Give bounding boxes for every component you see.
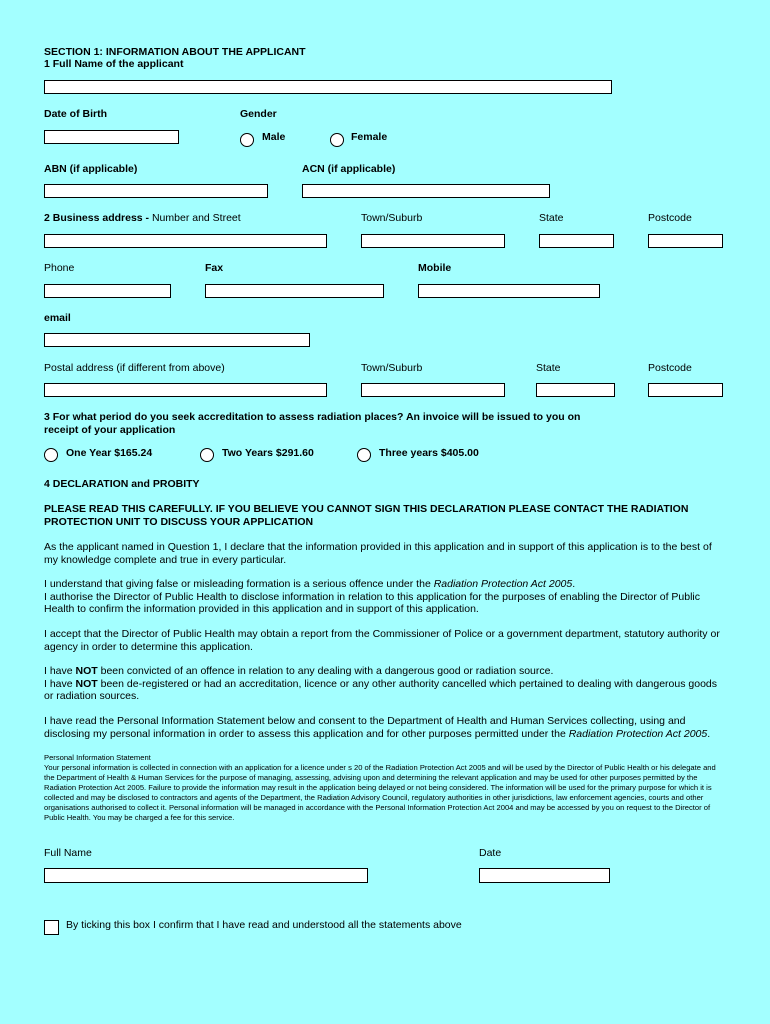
postal-state-field[interactable]	[536, 383, 615, 397]
full-name-field[interactable]	[44, 80, 612, 94]
business-address-label: 2 Business address - Number and Street	[44, 212, 241, 224]
gender-male-radio[interactable]	[240, 133, 254, 147]
street-field[interactable]	[44, 234, 327, 248]
declaration-warning-line2: PROTECTION UNIT TO DISCUSS YOUR APPLICATION	[44, 516, 314, 528]
declaration-paragraph-5: I have read the Personal Information Statement below and consent to the Department of Health and Human Services collecting, using and disclosing my personal information in order to assess this application and for other purposes permitted under the Radiation Protection Act 2005.	[44, 715, 711, 740]
declaration-date-field[interactable]	[479, 868, 610, 883]
postal-postcode-field[interactable]	[648, 383, 723, 397]
email-field[interactable]	[44, 333, 310, 347]
phone-label: Phone	[44, 262, 75, 274]
postal-postcode-label: Postcode	[648, 362, 692, 374]
postal-town-field[interactable]	[361, 383, 505, 397]
dob-label: Date of Birth	[44, 108, 107, 120]
town-field[interactable]	[361, 234, 505, 248]
period-question-line2: receipt of your application	[44, 424, 176, 436]
postal-street-field[interactable]	[44, 383, 327, 397]
phone-field[interactable]	[44, 284, 171, 298]
mobile-label: Mobile	[418, 262, 452, 274]
acn-field[interactable]	[302, 184, 550, 198]
state-field[interactable]	[539, 234, 614, 248]
gender-female-label: Female	[351, 131, 388, 143]
declaration-paragraph-3: I accept that the Director of Public Health may obtain a report from the Commissioner of Police or a government department, statutory authority or agency in order to determine this application.	[44, 628, 720, 653]
period-two-years-radio[interactable]	[200, 448, 214, 462]
dob-field[interactable]	[44, 130, 179, 144]
period-three-years-radio[interactable]	[357, 448, 371, 462]
acn-label: ACN (if applicable)	[302, 163, 396, 175]
postal-state-label: State	[536, 362, 561, 374]
period-one-year-radio[interactable]	[44, 448, 58, 462]
fax-field[interactable]	[205, 284, 384, 298]
declaration-full-name-label: Full Name	[44, 847, 92, 859]
declaration-paragraph-1: As the applicant named in Question 1, I declare that the information provided in this application and in support of this application is to the best of my knowledge complete and true in every particular.	[44, 541, 712, 566]
abn-field[interactable]	[44, 184, 268, 198]
fax-label: Fax	[205, 262, 224, 274]
declaration-warning-line1: PLEASE READ THIS CAREFULLY. IF YOU BELIEVE YOU CANNOT SIGN THIS DECLARATION PLEASE CONTACT THE RADIATION	[44, 503, 689, 515]
abn-label: ABN (if applicable)	[44, 163, 138, 175]
postal-address-label: Postal address (if different from above)	[44, 362, 225, 374]
gender-female-radio[interactable]	[330, 133, 344, 147]
confirm-label: By ticking this box I confirm that I have read and understood all the statements above	[66, 919, 462, 931]
email-label: email	[44, 312, 71, 324]
state-label: State	[539, 212, 564, 224]
full-name-label: 1 Full Name of the applicant	[44, 58, 184, 70]
town-label: Town/Suburb	[361, 212, 423, 224]
period-two-years-label: Two Years $291.60	[222, 447, 314, 459]
declaration-heading: 4 DECLARATION and PROBITY	[44, 478, 200, 490]
period-one-year-label: One Year $165.24	[66, 447, 153, 459]
declaration-full-name-field[interactable]	[44, 868, 368, 883]
gender-label: Gender	[240, 108, 277, 120]
confirm-checkbox[interactable]	[44, 920, 59, 935]
period-question-line1: 3 For what period do you seek accreditation to assess radiation places? An invoice will be issued to you on	[44, 411, 581, 423]
declaration-paragraph-4: I have NOT been convicted of an offence in relation to any dealing with a dangerous good or radiation source. I have NOT been de-registered or had an accreditation, licence or any other authority cancelled which pertained to dealing with dangerous goods or radiation sources.	[44, 665, 718, 702]
mobile-field[interactable]	[418, 284, 600, 298]
section-heading: SECTION 1: INFORMATION ABOUT THE APPLICANT	[44, 46, 306, 58]
postcode-field[interactable]	[648, 234, 723, 248]
gender-male-label: Male	[262, 131, 286, 143]
declaration-paragraph-2: I understand that giving false or misleading formation is a serious offence under the Radiation Protection Act 2005. I authorise the Director of Public Health to disclose information in relation to this application for the purposes of enabling the Director of Public Health to confirm the information provided in this application and in support of this application.	[44, 578, 701, 615]
declaration-date-label: Date	[479, 847, 502, 859]
period-three-years-label: Three years $405.00	[379, 447, 479, 459]
postcode-label: Postcode	[648, 212, 692, 224]
personal-information-statement: Personal Information Statement Your personal information is collected in connection with an application for a licence under s 20 of the Radiation Protection Act 2005 and will be used by the Director of Public Health or his delegate and the Department of Health & Human Services for the purpose of managing, assessing, advising upon and determining the relevant application and may be used for other purposes permitted by the Radiation Protection Act 2005. Failure to provide the information may result in the application being delayed or not being considered. The information will be used for the primary purpose for which it is collected and may be disclosed to contractors and agents of the Department, the Radiation Advisory Council, regulatory authorities in other jurisdictions, law enforcement agencies, courts and other organisations authorised to collect it. Personal information will be managed in accordance with the Personal Information Protection Act 2004 and may be accessed by you on request to the Director of Public Health. You may be charged a fee for this service.	[44, 753, 716, 822]
postal-town-label: Town/Suburb	[361, 362, 423, 374]
